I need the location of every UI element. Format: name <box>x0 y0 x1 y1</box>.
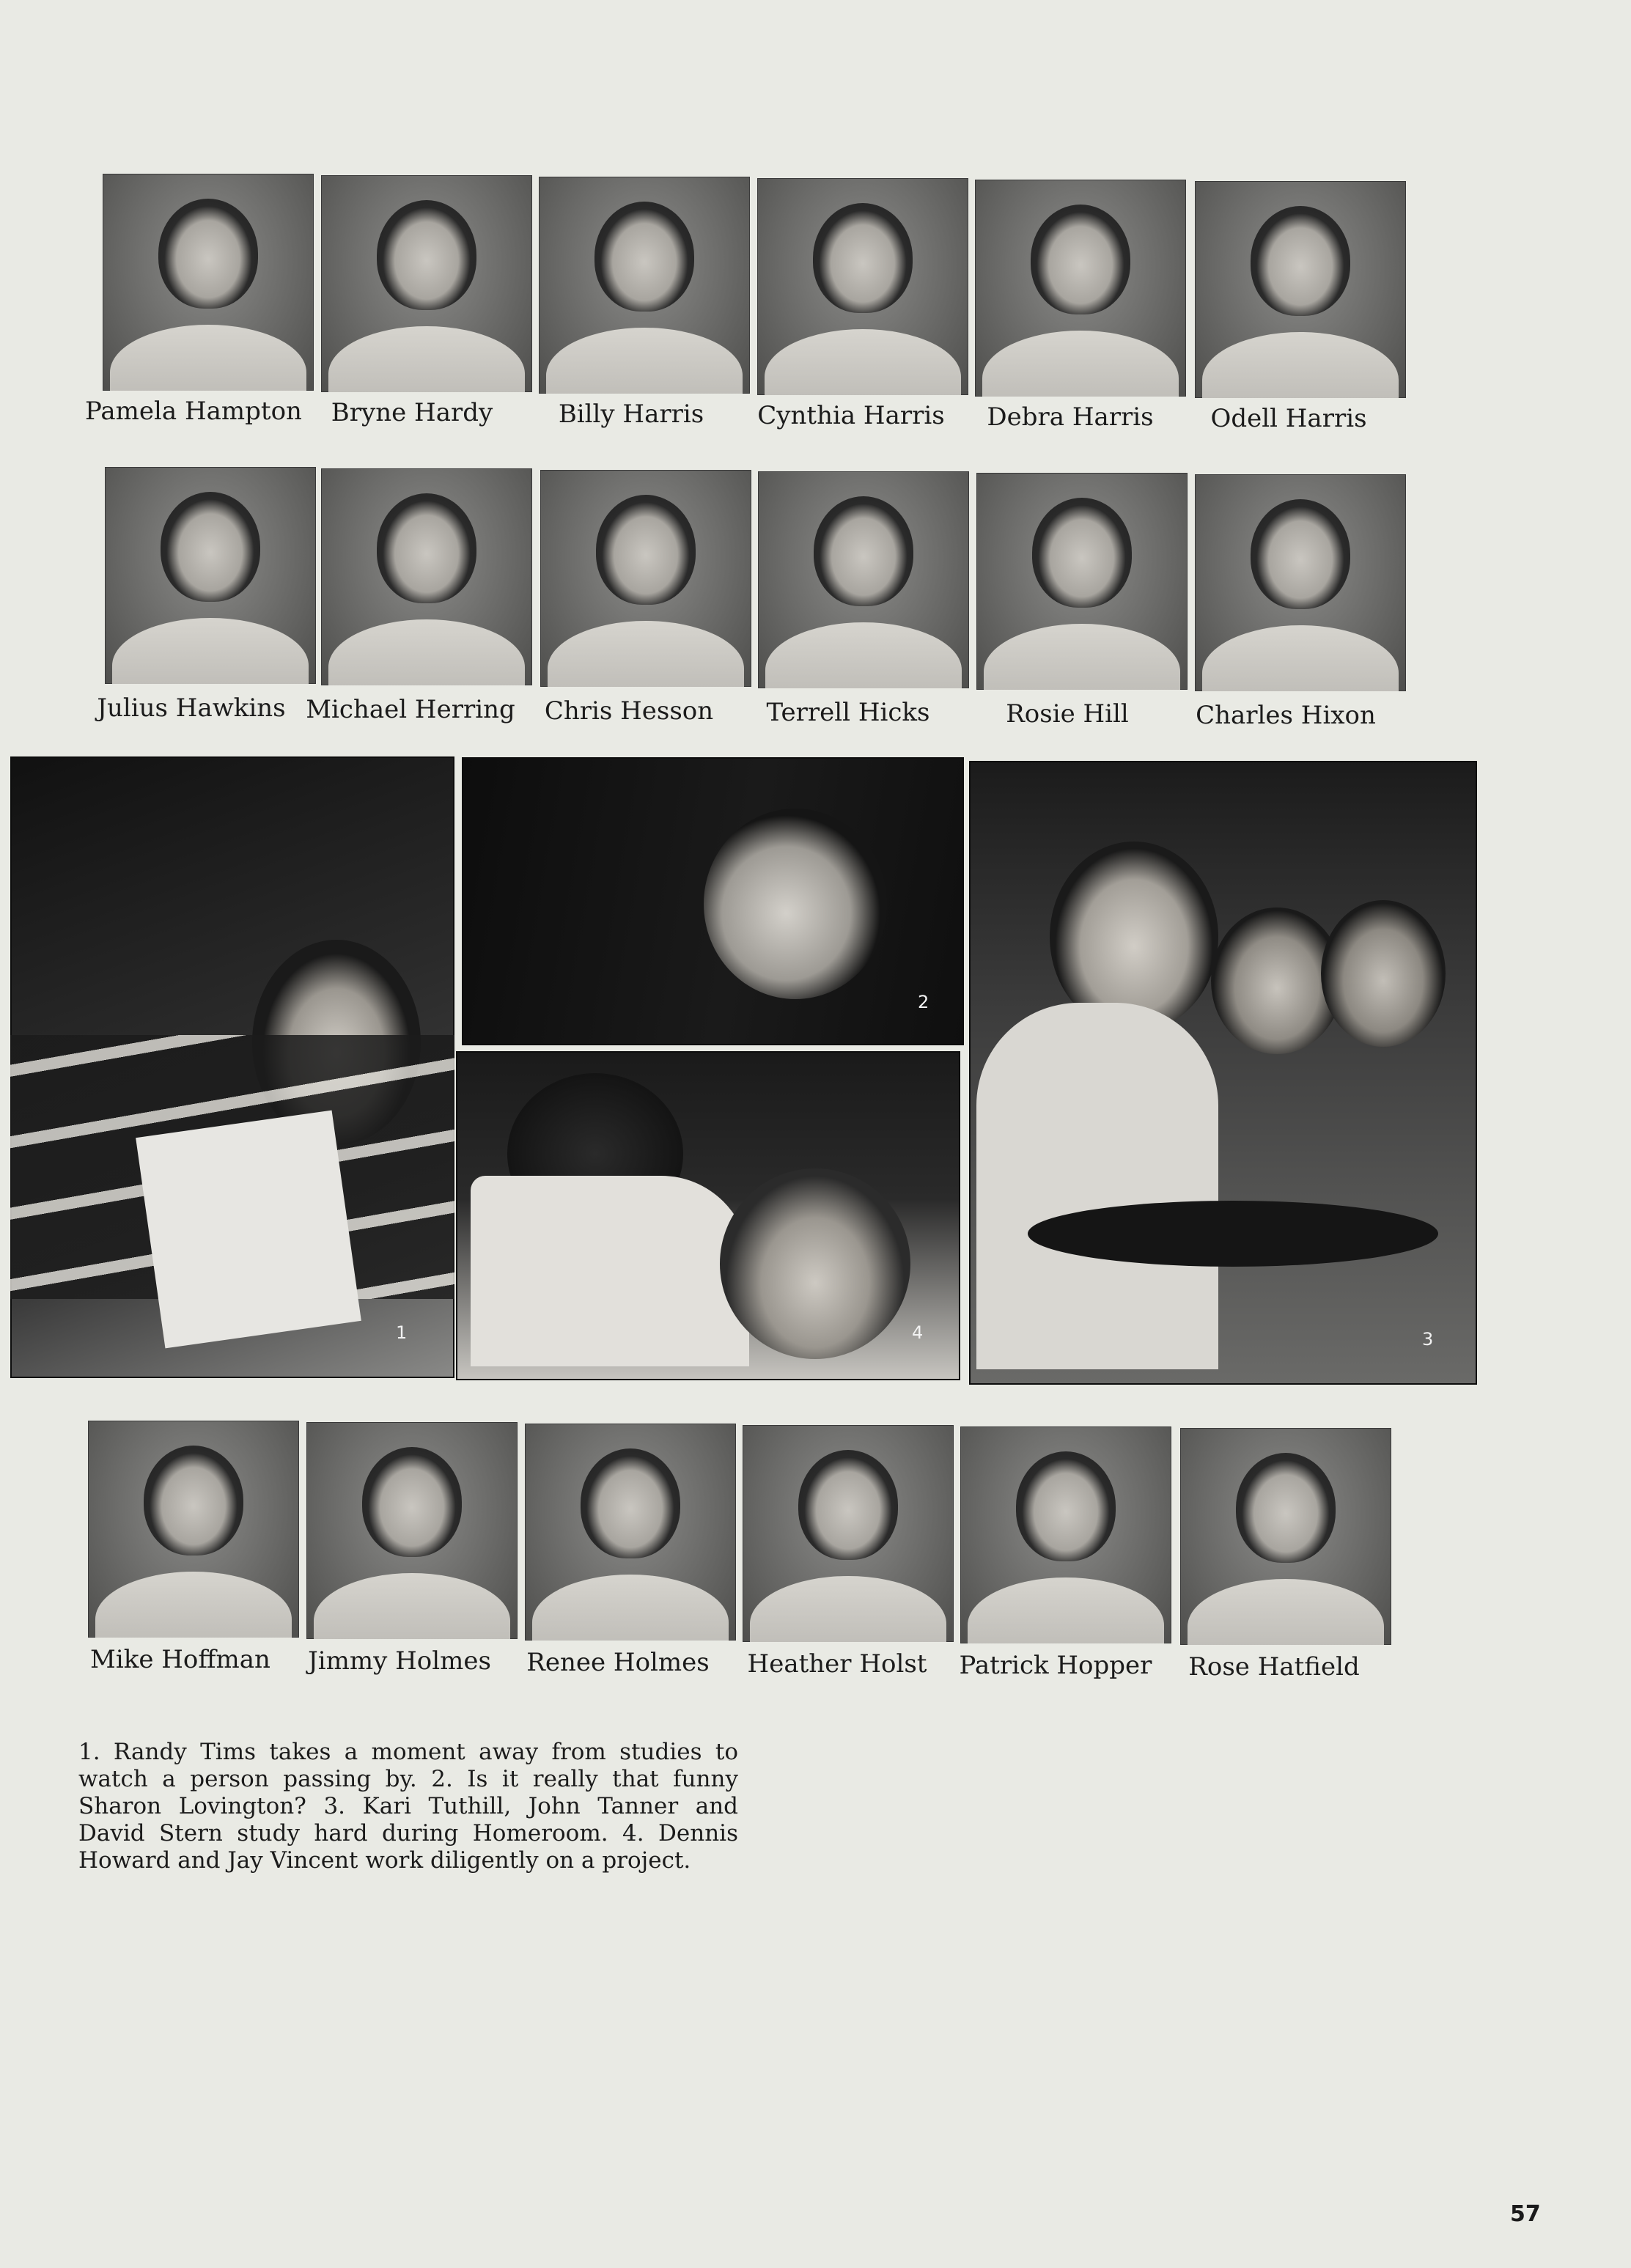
portrait-photo <box>975 180 1186 397</box>
portrait-photo <box>539 177 750 394</box>
student-name: Rose Hatfield <box>1188 1652 1360 1682</box>
student-name: Cynthia Harris <box>757 401 945 430</box>
candid-photo-2 <box>462 757 964 1045</box>
portrait-photo <box>1195 181 1406 398</box>
student-name: Rosie Hill <box>1006 699 1129 729</box>
student-name: Patrick Hopper <box>959 1651 1152 1680</box>
student-name: Debra Harris <box>987 402 1154 432</box>
portrait-photo <box>1195 474 1406 691</box>
portrait-photo <box>525 1424 736 1641</box>
portrait-photo <box>976 473 1188 690</box>
portrait-photo <box>103 174 314 391</box>
student-name: Renee Holmes <box>526 1648 710 1677</box>
student-name: Charles Hixon <box>1196 701 1376 730</box>
photo-caption: 1. Randy Tims takes a moment away from studies to watch a person passing by. 2. Is it really that funny Sharon Lovington? 3. Kari Tuthill, John Tanner and David Stern study hard during Homeroom. 4. Dennis Howard and Jay Vincent work diligently on a project. <box>78 1739 738 1874</box>
portrait-photo <box>540 470 751 687</box>
candid-photo-4 <box>456 1051 960 1380</box>
photo-number: 4 <box>912 1322 924 1343</box>
student-name: Bryne Hardy <box>331 398 493 427</box>
student-name: Odell Harris <box>1210 404 1367 433</box>
student-name: Billy Harris <box>558 400 704 429</box>
student-name: Jimmy Holmes <box>308 1646 491 1676</box>
photo-number: 1 <box>396 1322 408 1343</box>
student-name: Heather Holst <box>747 1649 927 1679</box>
portrait-photo <box>1180 1428 1391 1645</box>
student-name: Terrell Hicks <box>766 698 930 727</box>
student-name: Mike Hoffman <box>90 1645 270 1674</box>
photo-number: 2 <box>918 992 929 1012</box>
portrait-photo <box>743 1425 954 1642</box>
student-name: Pamela Hampton <box>85 397 302 426</box>
portrait-photo <box>321 468 532 685</box>
portrait-photo <box>321 175 532 392</box>
portrait-photo <box>757 178 968 395</box>
student-name: Chris Hesson <box>544 696 714 726</box>
portrait-photo <box>88 1421 299 1638</box>
portrait-photo <box>758 471 969 688</box>
portrait-photo <box>306 1422 518 1639</box>
student-name: Michael Herring <box>306 695 515 724</box>
candid-photo-1 <box>10 756 454 1378</box>
page-number: 57 <box>1510 2201 1541 2227</box>
student-name: Julius Hawkins <box>97 693 286 723</box>
portrait-photo <box>105 467 316 684</box>
candid-photo-3 <box>969 761 1477 1385</box>
photo-number: 3 <box>1422 1329 1434 1350</box>
portrait-photo <box>960 1426 1171 1643</box>
